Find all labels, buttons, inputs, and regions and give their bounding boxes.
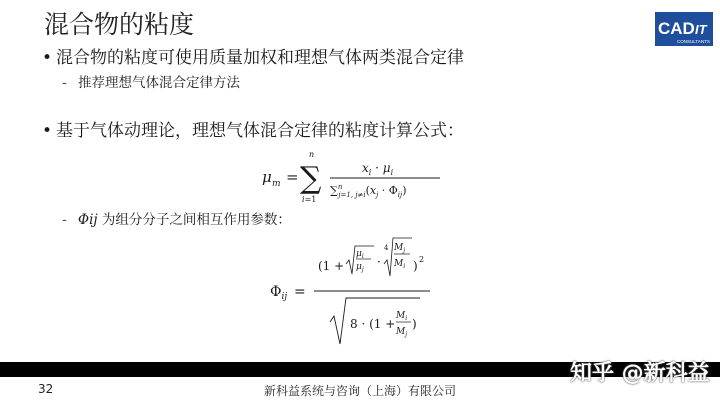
logo-suffix: IT: [695, 22, 707, 37]
svg-text:=: =: [286, 168, 299, 186]
dash-icon: -: [62, 212, 67, 228]
page-number: 32: [38, 382, 54, 396]
svg-text:Mi: $M_i$: [394, 259, 406, 270]
svg-text:Φij: $\Phi_{ij}$: [270, 284, 288, 302]
subbullet-2: [62, 210, 291, 230]
svg-text:μj: $\mu_j$: [356, 262, 364, 273]
bullet-2-text: 基于气体动理论，理想气体混合定律的粘度计算公式：: [56, 121, 464, 141]
subbullet-1: [62, 73, 240, 93]
svg-text:): ): [413, 259, 418, 273]
company-name: 新科益系统与咨询（上海）有限公司: [263, 384, 456, 398]
cadit-logo: [655, 12, 713, 46]
svg-text:μ: μ: [262, 168, 272, 186]
svg-text:·: ·: [377, 255, 381, 269]
bullet-1-text: 混合物的粘度可使用质量加权和理想气体两类混合定律: [56, 48, 464, 68]
slide-title: 混合物的粘度: [44, 10, 195, 39]
svg-text:xi · μi: $x_i \cdot \mu_i$: [362, 161, 394, 177]
viscosity-mixture-formula: [262, 146, 462, 208]
svg-text:Mj: $M_j$: [396, 327, 408, 338]
phi-ij-symbol: Φij: [78, 212, 98, 228]
svg-text:Mi: $M_i$: [396, 311, 408, 322]
svg-text:n: n: [309, 150, 315, 159]
svg-text:μi: $\mu_i$: [356, 249, 364, 260]
svg-text:(1 +: (1 +: [318, 259, 345, 273]
logo-tagline: CONSULTANTS: [677, 39, 710, 44]
svg-text:i=1: i=1: [302, 195, 317, 204]
svg-text:2: 2: [419, 255, 425, 264]
svg-text:m: m: [272, 179, 281, 189]
zhihu-watermark: 知乎 @新科益: [570, 361, 710, 386]
svg-text:=: =: [294, 284, 306, 300]
logo-main: CAD: [658, 19, 695, 38]
bullet-1: [42, 46, 464, 70]
subbullet-2-text: 为组分分子之间相互作用参数：: [101, 212, 291, 228]
svg-text:8 · (1 +: 8 · (1 +: [350, 317, 396, 331]
subbullet-1-text: 推荐理想气体混合定律方法: [78, 75, 240, 91]
svg-text:Mj: $M_j$: [394, 243, 406, 254]
bullet-dot-icon: •: [42, 121, 53, 141]
interaction-parameter-formula: [270, 236, 440, 348]
svg-text:): ): [412, 317, 417, 331]
bullet-dot-icon: •: [42, 48, 53, 68]
svg-text:4: 4: [384, 244, 389, 252]
bullet-2: [42, 119, 464, 143]
footer: [0, 379, 720, 405]
svg-text:∑nj=1, j≠i(xj · Φij): ∑$^n$ j=1, $j\ne i(x_j \cdot \Phi_{ij})$: [330, 183, 407, 199]
dash-icon: -: [62, 75, 67, 91]
svg-text:∑: ∑: [300, 161, 322, 196]
